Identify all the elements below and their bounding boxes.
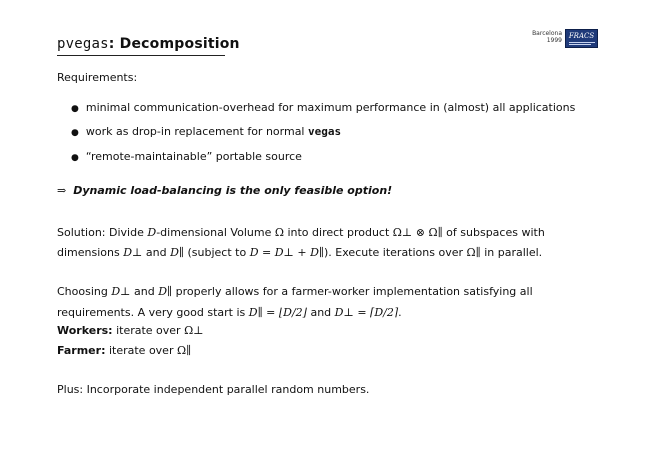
conclusion-text: Dynamic load-balancing is the only feasible option! <box>73 184 393 197</box>
logo-text: FRACS <box>568 32 595 40</box>
requirements-heading: Requirements: <box>57 71 138 84</box>
math: D <box>147 226 157 239</box>
conclusion-line <box>57 184 392 198</box>
bullet-icon: ● <box>71 104 79 114</box>
text: -dimensional Volume <box>156 226 275 239</box>
list-item-text: minimal communication-overhead for maximum performance in (almost) all applications <box>85 101 576 114</box>
math: D⊥ <box>111 285 131 298</box>
conference-logo <box>565 29 598 48</box>
math: Ω <box>274 226 284 239</box>
text: iterate over <box>112 324 185 337</box>
text: and <box>130 285 159 298</box>
text: iterate over <box>105 344 177 357</box>
text: ). Execute iterations over <box>324 246 467 259</box>
text: dimensions <box>57 246 124 259</box>
math: D∥ <box>158 285 173 298</box>
choosing-line-1 <box>57 285 533 299</box>
text: in parallel. <box>480 246 543 259</box>
event-city: Barcelona <box>532 30 562 37</box>
text: into direct product <box>283 226 393 239</box>
choosing-line-2 <box>57 306 402 320</box>
bullet-icon: ● <box>71 153 79 163</box>
workers-label: Workers: <box>57 324 113 337</box>
solution-line-1 <box>57 226 545 240</box>
title-text: : Decomposition <box>108 36 240 52</box>
title-code: pvegas <box>57 36 109 52</box>
logo-line <box>569 42 595 43</box>
math: D∥ = ⌊D/2⌋ <box>248 306 307 319</box>
text: . <box>398 306 402 319</box>
text: Solution: Divide <box>57 226 148 239</box>
text: requirements. A very good start is <box>57 306 249 319</box>
text: Choosing <box>57 285 112 298</box>
text: properly allows for a farmer-worker implementation satisfying all <box>172 285 533 298</box>
math: D⊥ <box>123 246 143 259</box>
farmer-label: Farmer: <box>57 344 106 357</box>
text: (subject to <box>184 246 250 259</box>
list-item <box>71 125 341 140</box>
slide-title <box>57 36 240 52</box>
list-item-text: “remote-maintainable” portable source <box>85 150 302 163</box>
solution-line-2 <box>57 246 542 260</box>
math: D⊥ = ⌈D/2⌉ <box>334 306 399 319</box>
farmer-line <box>57 344 191 358</box>
math: D∥ <box>170 246 184 259</box>
logo-line <box>569 44 591 45</box>
workers-line <box>57 324 204 338</box>
implies-arrow-icon: ⇒ <box>57 184 67 197</box>
math: Ω⊥ ⊗ Ω∥ <box>392 226 443 239</box>
math: Ω⊥ <box>184 324 204 337</box>
text: and <box>142 246 171 259</box>
bullet-icon: ● <box>71 128 79 138</box>
list-item <box>71 101 575 116</box>
list-item-text: work as drop-in replacement for normal <box>85 125 308 138</box>
math: D = D⊥ + D∥ <box>249 246 325 259</box>
title-underline <box>57 55 225 56</box>
plus-line: Plus: Incorporate independent parallel random numbers. <box>57 383 370 396</box>
text: of subspaces with <box>442 226 545 239</box>
math: Ω∥ <box>466 246 481 259</box>
list-item <box>71 150 302 165</box>
event-label <box>520 30 562 44</box>
list-item-code: vegas <box>307 125 342 138</box>
event-year: 1999 <box>546 37 562 44</box>
math: Ω∥ <box>176 344 192 357</box>
text: and <box>306 306 335 319</box>
